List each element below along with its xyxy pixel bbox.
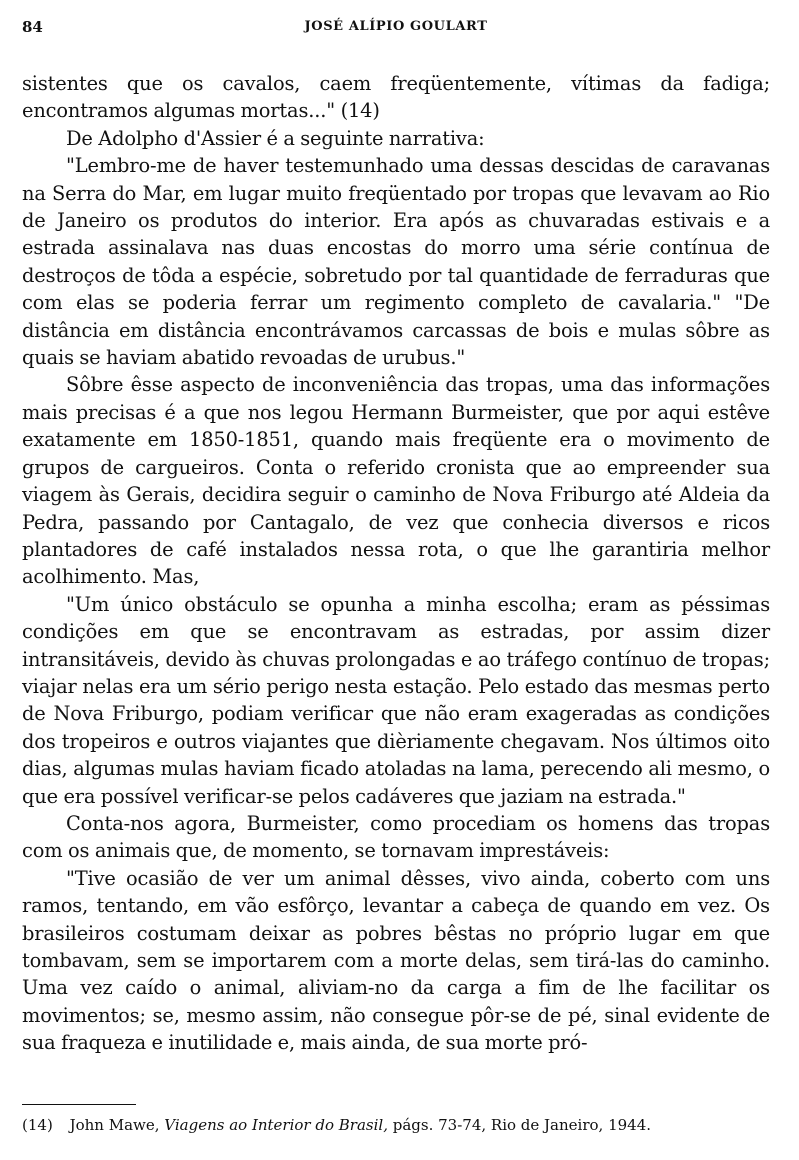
- paragraph: Conta-nos agora, Burmeister, como procediam os homens das tropas com os animais que, de momento, se tornavam imprestáveis:: [22, 811, 770, 863]
- paragraph: "Um único obstáculo se opunha a minha escolha; eram as péssimas condições em que se encontravam as estradas, por assim dizer intransitáveis, devido às chuvas prolongadas e ao tráfego contínuo de tropas; viajar nelas era um sério perigo nesta estação. Pelo estado das mesmas perto de Nova Friburgo, podiam verificar que não eram exageradas as condições dos tropeiros e outros viajantes que dièriamente chegavam. Nos últimos oito dias, algumas mulas haviam ficado atoladas na lama, perecendo ali mesmo, o que era possível verificar-se pelos cadáveres que jaziam na estrada.": [22, 592, 770, 808]
- footnote-details: págs. 73-74, Rio de Janeiro, 1944.: [392, 1116, 652, 1134]
- footnote-author: John Mawe,: [69, 1116, 160, 1134]
- footnote-mark: (14): [22, 1116, 53, 1134]
- book-page: [22, 18, 770, 1057]
- page-header: [22, 18, 770, 40]
- paragraph: De Adolpho d'Assier é a seguinte narrativa:: [66, 126, 485, 150]
- paragraph: Sôbre êsse aspecto de inconveniência das tropas, uma das informações mais precisas é a que nos legou Hermann Burmeister, que por aqui estêve exatamente em 1850-1851, quando mais freqüente era o movimento de grupos de cargueiros. Conta o referido cronista que ao empreender sua viagem às Gerais, decidira seguir o caminho de Nova Friburgo até Aldeia da Pedra, passando por Cantagalo, de vez que conhecia diversos e ricos plantadores de café instalados nessa rota, o que lhe garantiria melhor acolhimento. Mas,: [22, 373, 770, 589]
- footnote-divider: [22, 1104, 136, 1105]
- footnote: [22, 1115, 762, 1135]
- paragraph: sistentes que os cavalos, caem freqüentemente, vítimas da fadiga; encontramos algumas mortas..." (14): [22, 72, 770, 123]
- body-text: [22, 70, 770, 1057]
- running-head: JOSÉ ALÍPIO GOULART: [304, 19, 488, 34]
- footnote-title: Viagens ao Interior do Brasil,: [164, 1116, 388, 1134]
- paragraph: "Lembro-me de haver testemunhado uma dessas descidas de caravanas na Serra do Mar, em lugar muito freqüentado por tropas que levavam ao Rio de Janeiro os produtos do interior. Era após as chuvaradas estivais e a estrada assinalava nas duas encostas do morro uma série contínua de destroços de tôda a espécie, sobretudo por tal quantidade de ferraduras que com elas se poderia ferrar um regimento completo de cavalaria." "De distância em distância encontrávamos carcassas de bois e mulas sôbre as quais se haviam abatido revoadas de urubus.": [22, 154, 770, 370]
- paragraph: "Tive ocasião de ver um animal dêsses, vivo ainda, coberto com uns ramos, tentando, em vão esfôrço, levantar a cabeça de quando em vez. Os brasileiros costumam deixar as pobres bêstas no próprio lugar em que tombavam, sem se importarem com a morte delas, sem tirá-las do caminho. Uma vez caído o animal, aliviam-no da carga a fim de lhe facilitar os movimentos; se, mesmo assim, não consegue pôr-se de pé, sinal evidente de sua fraqueza e inutilidade e, mais ainda, de sua morte pró-: [22, 866, 770, 1055]
- page-number: 84: [22, 18, 43, 36]
